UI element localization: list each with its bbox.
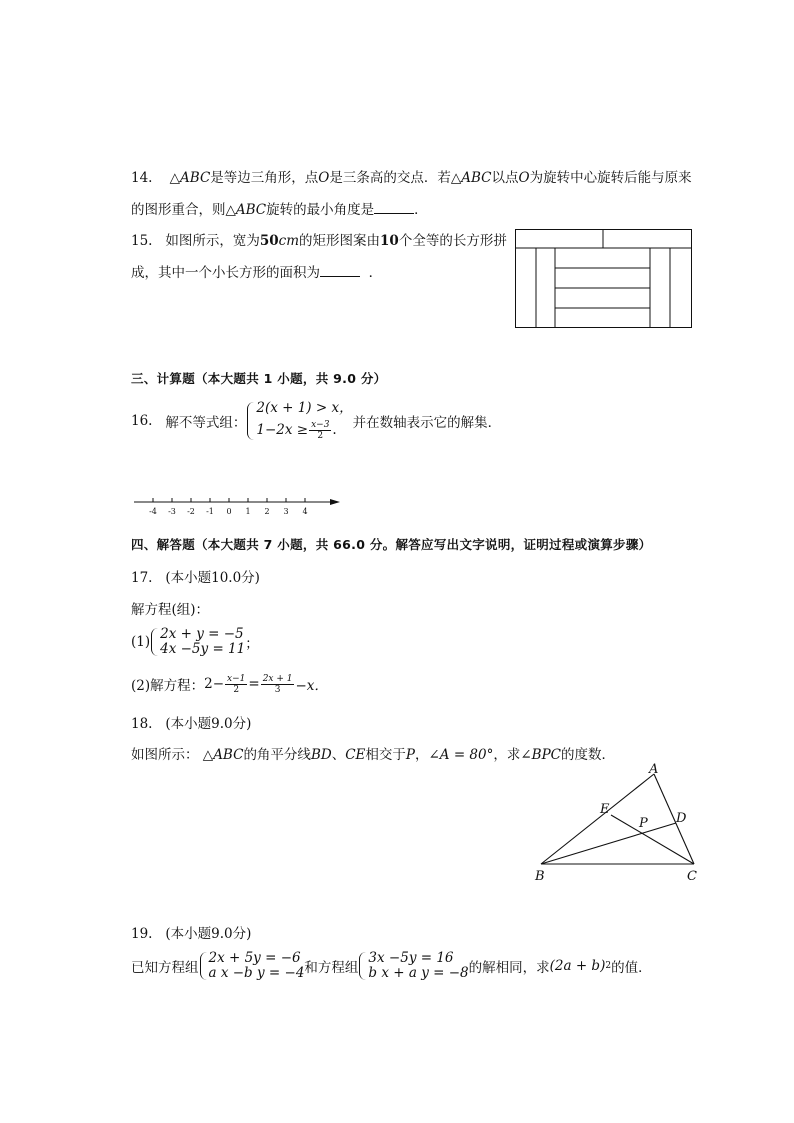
- question-18-header: [131, 712, 251, 732]
- math-bd: BD: [310, 747, 332, 763]
- score: (本小题10.0分): [165, 570, 260, 586]
- text: 如图所示，宽为: [165, 233, 260, 249]
- text: 是三条高的交点．若: [329, 170, 451, 186]
- triangle-symbol: △: [225, 202, 236, 218]
- question-16: [131, 398, 501, 444]
- question-number: 15.: [131, 233, 153, 249]
- answer-blank: [320, 264, 360, 277]
- question-number: 16.: [131, 413, 153, 429]
- math-abc: ABC: [180, 170, 211, 186]
- question-number: 19.: [131, 926, 153, 942]
- triangle-symbol: △: [450, 170, 462, 186]
- math-expression: (2a + b): [549, 958, 606, 974]
- section-3-title: 三、计算题（本大题共 1 小题，共 9.0 分）: [131, 371, 387, 386]
- number-line-tick-label: -4: [149, 507, 157, 516]
- question-17-header: [131, 566, 260, 586]
- text: 的度数．: [561, 747, 616, 763]
- point-label-d: D: [676, 811, 687, 826]
- part-label: (2)解方程：: [131, 678, 205, 694]
- question-number: 14.: [131, 170, 153, 186]
- point-label-p: P: [639, 816, 648, 831]
- math: 2−: [204, 676, 225, 692]
- text: 旋转的最小角度是: [266, 202, 375, 218]
- question-15-line-2: [131, 261, 382, 281]
- math-ce: CE: [345, 747, 366, 763]
- question-18-text: [131, 743, 615, 763]
- number-line-tick-label: 4: [302, 507, 308, 516]
- question-19-header: [131, 922, 251, 942]
- exponent: 2: [605, 961, 612, 971]
- number-line-tick-label: -3: [168, 507, 176, 516]
- triangle-symbol: △: [202, 747, 214, 763]
- math-o: O: [518, 170, 530, 186]
- answer-blank: [374, 201, 414, 214]
- text: 和方程组: [304, 960, 359, 976]
- question-number: 18.: [131, 716, 153, 732]
- text: 解不等式组：: [165, 415, 247, 431]
- fraction: [225, 674, 247, 695]
- equation: b x + a y = −8: [368, 965, 469, 981]
- text: ，: [414, 747, 429, 763]
- text: 相交于: [365, 747, 406, 763]
- question-14-line-2: [131, 198, 428, 218]
- score: (本小题9.0分): [165, 716, 252, 732]
- text: 的矩形图案由: [299, 233, 381, 249]
- triangle-symbol: △: [169, 170, 181, 186]
- text: 、: [331, 747, 346, 763]
- equation: 3x −5y = 16: [368, 950, 454, 966]
- equation-system-1: [199, 951, 305, 981]
- rectangle-figure: [514, 228, 694, 330]
- math-abc: ABC: [461, 170, 492, 186]
- text: ．: [414, 202, 428, 218]
- question-14-line-1: [131, 166, 692, 186]
- equation-1: 2x + y = −5: [160, 626, 244, 642]
- question-17-part-2: [131, 668, 328, 700]
- equation-2: 4x −5y = 11: [160, 641, 246, 657]
- math: =: [248, 676, 260, 692]
- bisector-bd: [541, 823, 676, 864]
- text: 的值．: [611, 960, 652, 976]
- text: ，求: [493, 747, 521, 763]
- arrow-icon: [330, 499, 340, 505]
- math-angle-bpc: ∠BPC: [520, 747, 562, 763]
- inequality-system: [246, 401, 352, 441]
- math: −x．: [295, 678, 328, 694]
- denominator: 2: [233, 684, 240, 695]
- fraction: [261, 674, 295, 695]
- text: 如图所示：: [131, 747, 199, 763]
- denominator: 2: [317, 431, 324, 441]
- math-p: P: [405, 747, 415, 763]
- numerator: x−3: [311, 420, 330, 430]
- text: 为旋转中心旋转后能与原来: [529, 170, 692, 186]
- text: 的图形重合，则: [131, 202, 226, 218]
- side-ab: [541, 774, 654, 864]
- denominator: 3: [274, 684, 281, 695]
- vertex-label-a: A: [649, 762, 659, 777]
- equation: a x −b y = −4: [208, 965, 305, 981]
- point-label-e: E: [600, 802, 610, 817]
- question-15-line-1: [131, 229, 507, 249]
- inequality-2: 1−2x ≥: [256, 422, 309, 438]
- question-17-intro: 解方程(组)：: [131, 602, 210, 618]
- part-label: (1): [131, 634, 151, 650]
- number-line-tick-label: -1: [206, 507, 214, 516]
- math-count: 10: [380, 233, 399, 249]
- section-4-title: 四、解答题（本大题共 7 小题，共 66.0 分。解答应写出文字说明，证明过程或演算步骤）: [131, 537, 652, 552]
- question-19-text: [131, 948, 652, 984]
- vertex-label-c: C: [687, 869, 697, 884]
- number-line-tick-label: 1: [245, 507, 251, 516]
- text: .: [332, 422, 337, 438]
- equation: 2x + 5y = −6: [208, 950, 301, 966]
- text: 个全等的长方形拼: [398, 233, 507, 249]
- number-line: [130, 494, 345, 520]
- math-o: O: [318, 170, 330, 186]
- text: 的角平分线: [243, 747, 311, 763]
- text: 成，其中一个小长方形的面积为: [131, 265, 320, 281]
- equation-system-2: [358, 951, 468, 981]
- numerator: x−1: [227, 673, 246, 684]
- number-line-tick-label: 3: [283, 507, 289, 516]
- text: ；: [245, 636, 259, 652]
- text: 是等边三角形，点: [210, 170, 319, 186]
- math-width: 50: [259, 233, 279, 249]
- numerator: 2x + 1: [262, 673, 293, 684]
- math-unit: cm: [278, 233, 300, 249]
- number-line-tick-label: 2: [264, 507, 270, 516]
- math-abc: ABC: [213, 747, 244, 763]
- vertex-label-b: B: [535, 869, 545, 884]
- number-line-tick-label: 0: [226, 507, 232, 516]
- triangle-figure: [530, 762, 710, 886]
- text: 已知方程组: [131, 960, 199, 976]
- text: 以点: [491, 170, 519, 186]
- math-angle-a: ∠A = 80°: [428, 747, 494, 763]
- score: (本小题9.0分): [165, 926, 252, 942]
- question-number: 17.: [131, 570, 153, 586]
- math-abc: ABC: [235, 202, 267, 218]
- text: 的解相同，求: [468, 960, 550, 976]
- number-line-tick-label: -2: [187, 507, 195, 516]
- question-17-part-1: [131, 624, 259, 660]
- text: ．: [368, 265, 383, 281]
- fraction: [309, 420, 331, 441]
- text: 并在数轴表示它的解集．: [352, 415, 502, 431]
- inequality-1: 2(x + 1) > x，: [256, 400, 353, 416]
- equation-system: [150, 627, 245, 657]
- side-ac: [654, 774, 694, 864]
